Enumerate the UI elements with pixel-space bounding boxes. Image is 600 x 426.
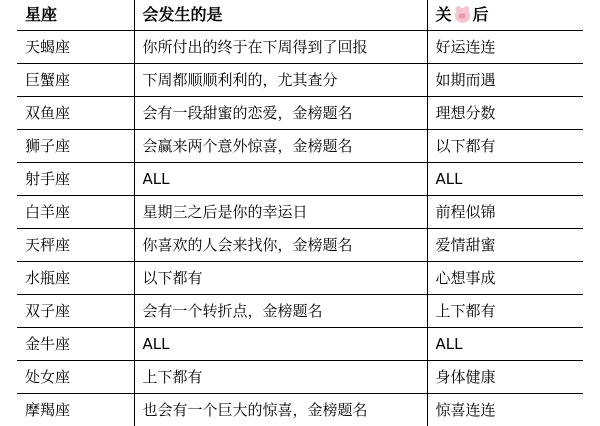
cell-result: 身体健康 <box>427 361 583 394</box>
cell-result: ALL <box>427 163 583 196</box>
table-row <box>17 361 583 394</box>
cell-sign: 金牛座 <box>17 328 134 361</box>
column-header-result-suffix: 后 <box>473 0 489 30</box>
table-row <box>17 64 583 97</box>
table-row <box>17 97 583 130</box>
cell-result: 心想事成 <box>427 262 583 295</box>
cell-event: 你所付出的终于在下周得到了回报 <box>134 31 427 64</box>
column-header-result-prefix: 关 <box>436 0 452 30</box>
cell-sign: 天蝎座 <box>17 31 134 64</box>
cell-result: 爱情甜蜜 <box>427 229 583 262</box>
column-header-result <box>427 0 583 31</box>
cell-result: 如期而遇 <box>427 64 583 97</box>
cell-event: 上下都有 <box>134 361 427 394</box>
cell-sign: 白羊座 <box>17 196 134 229</box>
cell-result: 前程似锦 <box>427 196 583 229</box>
table-header <box>17 0 583 31</box>
column-header-event: 会发生的是 <box>134 0 427 31</box>
cell-sign: 双鱼座 <box>17 97 134 130</box>
table-row <box>17 394 583 426</box>
cell-result: 惊喜连连 <box>427 394 583 426</box>
cell-event: 你喜欢的人会来找你，金榜题名 <box>134 229 427 262</box>
table-row <box>17 295 583 328</box>
cell-event: 会有一个转折点，金榜题名 <box>134 295 427 328</box>
column-header-sign: 星座 <box>17 0 134 31</box>
cell-result: 理想分数 <box>427 97 583 130</box>
cell-result: 好运连连 <box>427 31 583 64</box>
cell-result: 上下都有 <box>427 295 583 328</box>
cell-sign: 巨蟹座 <box>17 64 134 97</box>
cell-sign: 双子座 <box>17 295 134 328</box>
cell-sign: 摩羯座 <box>17 394 134 426</box>
cell-event: ALL <box>134 328 427 361</box>
table-row <box>17 229 583 262</box>
cell-event: 以下都有 <box>134 262 427 295</box>
table-row <box>17 262 583 295</box>
table-header-row <box>17 0 583 31</box>
zodiac-fortune-table <box>17 0 583 426</box>
cell-result: 以下都有 <box>427 130 583 163</box>
table-body <box>17 31 583 426</box>
cell-result: ALL <box>427 328 583 361</box>
pig-snout-icon <box>459 13 466 18</box>
cell-event: 下周都顺顺利利的，尤其查分 <box>134 64 427 97</box>
cell-event: 会赢来两个意外惊喜，金榜题名 <box>134 130 427 163</box>
table-row <box>17 130 583 163</box>
column-header-result-inner <box>436 0 576 30</box>
cell-event: 会有一段甜蜜的恋爱，金榜题名 <box>134 97 427 130</box>
table-row <box>17 163 583 196</box>
cell-sign: 水瓶座 <box>17 262 134 295</box>
cell-sign: 处女座 <box>17 361 134 394</box>
cell-sign: 射手座 <box>17 163 134 196</box>
cell-event: 也会有一个巨大的惊喜，金榜题名 <box>134 394 427 426</box>
cell-event: 星期三之后是你的幸运日 <box>134 196 427 229</box>
table-row <box>17 31 583 64</box>
table-row <box>17 328 583 361</box>
cell-sign: 天秤座 <box>17 229 134 262</box>
pig-icon <box>455 8 470 23</box>
table-row <box>17 196 583 229</box>
cell-event: ALL <box>134 163 427 196</box>
cell-sign: 狮子座 <box>17 130 134 163</box>
